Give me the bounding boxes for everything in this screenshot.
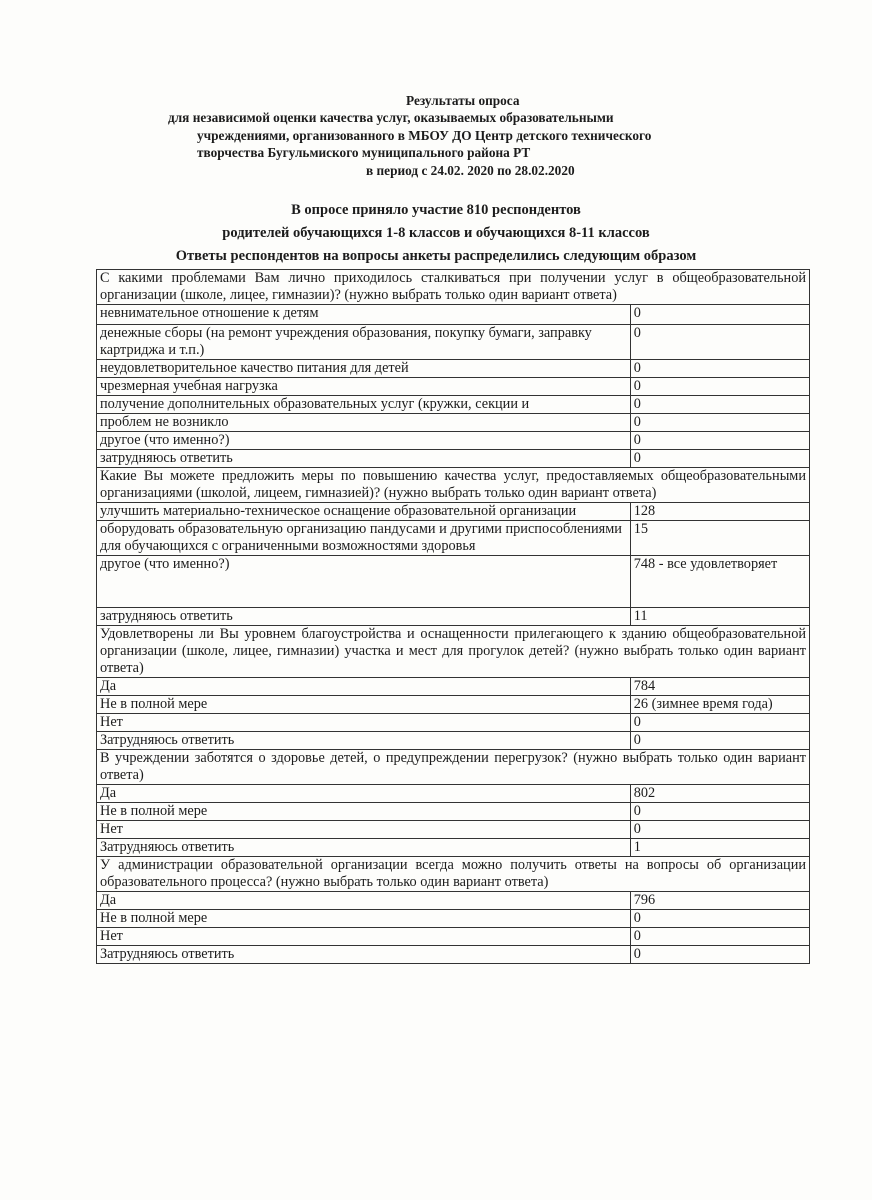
- answer-count: 0: [630, 928, 809, 946]
- answer-count: 0: [630, 714, 809, 732]
- answer-row: [97, 910, 810, 928]
- answer-count: 0: [630, 803, 809, 821]
- question-row: [97, 270, 810, 305]
- answer-label: чрезмерная учебная нагрузка: [97, 378, 631, 396]
- answer-count: 802: [630, 785, 809, 803]
- question-text: Какие Вы можете предложить меры по повышению качества услуг, предоставляемых общеобразовательными организациями (школой, лицеем, гимназией)? (нужно выбрать только один вариант ответа): [97, 468, 810, 503]
- answer-row: [97, 305, 810, 325]
- table-intro: Ответы респондентов на вопросы анкеты распределились следующим образом: [175, 248, 697, 264]
- answer-label: Да: [97, 892, 631, 910]
- answer-label: Нет: [97, 714, 631, 732]
- answer-row: [97, 396, 810, 414]
- answer-label: затрудняюсь ответить: [97, 608, 631, 626]
- answer-row: [97, 503, 810, 521]
- answer-count: 0: [630, 305, 809, 325]
- answer-count: 0: [630, 360, 809, 378]
- answer-row: [97, 678, 810, 696]
- respondent-groups: родителей обучающихся 1-8 классов и обучающихся 8-11 классов: [222, 225, 650, 241]
- answer-row: [97, 378, 810, 396]
- answer-label: затрудняюсь ответить: [97, 450, 631, 468]
- answer-count: 748 - все удовлетворяет: [630, 556, 809, 608]
- answer-label: улучшить материально-техническое оснащение образовательной организации: [97, 503, 631, 521]
- answer-label: другое (что именно?): [97, 556, 631, 608]
- answer-row: [97, 785, 810, 803]
- answer-label: проблем не возникло: [97, 414, 631, 432]
- answer-row: [97, 414, 810, 432]
- answer-label: Не в полной мере: [97, 803, 631, 821]
- answer-label: Затрудняюсь ответить: [97, 839, 631, 857]
- answer-row: [97, 608, 810, 626]
- answer-count: 784: [630, 678, 809, 696]
- answer-label: другое (что именно?): [97, 432, 631, 450]
- answer-count: 0: [630, 432, 809, 450]
- answer-count: 0: [630, 946, 809, 964]
- answer-row: [97, 946, 810, 964]
- answer-label: неудовлетворительное качество питания для детей: [97, 360, 631, 378]
- survey-period: в период с 24.02. 2020 по 28.02.2020: [366, 163, 575, 178]
- answer-label: Не в полной мере: [97, 696, 631, 714]
- answer-label: Да: [97, 678, 631, 696]
- answer-count: 0: [630, 378, 809, 396]
- answer-label: невнимательное отношение к детям: [97, 305, 631, 325]
- question-text: У администрации образовательной организации всегда можно получить ответы на вопросы об организации образовательного процесса? (нужно выбрать только один вариант ответа): [97, 857, 810, 892]
- answer-count: 15: [630, 521, 809, 556]
- doc-subtitle-line: творчества Бугульмиского муниципального района РТ: [197, 145, 531, 160]
- question-row: [97, 857, 810, 892]
- answer-label: Затрудняюсь ответить: [97, 732, 631, 750]
- question-row: [97, 626, 810, 678]
- doc-subtitle-line: учреждениями, организованного в МБОУ ДО Центр детского технического: [197, 128, 652, 143]
- answer-row: [97, 325, 810, 360]
- answer-label: Нет: [97, 821, 631, 839]
- respondent-count: В опросе приняло участие 810 респондентов: [291, 202, 581, 218]
- answer-label: получение дополнительных образовательных услуг (кружки, секции и: [97, 396, 631, 414]
- answer-count: 128: [630, 503, 809, 521]
- answer-count: 0: [630, 732, 809, 750]
- answer-label: Нет: [97, 928, 631, 946]
- answer-row: [97, 928, 810, 946]
- question-row: [97, 468, 810, 503]
- answer-count: 0: [630, 414, 809, 432]
- answer-label: оборудовать образовательную организацию пандусами и другими приспособлениями для обучающихся с ограниченными возможностями здоровья: [97, 521, 631, 556]
- answer-count: 11: [630, 608, 809, 626]
- answer-count: 0: [630, 450, 809, 468]
- question-text: Удовлетворены ли Вы уровнем благоустройства и оснащенности прилегающего к зданию общеобразовательной организации (школе, лицее, гимназии) участка и мест для прогулок детей? (нужно выбрать только один вариант ответа): [97, 626, 810, 678]
- answer-row: [97, 450, 810, 468]
- doc-subtitle-line: для независимой оценки качества услуг, оказываемых образовательными: [168, 110, 614, 125]
- answer-row: [97, 892, 810, 910]
- answer-label: денежные сборы (на ремонт учреждения образования, покупку бумаги, заправку картриджа и т.п.): [97, 325, 631, 360]
- answer-count: 0: [630, 821, 809, 839]
- answer-row: [97, 432, 810, 450]
- answer-count: 0: [630, 396, 809, 414]
- survey-results-table: [96, 269, 810, 964]
- answer-count: 0: [630, 910, 809, 928]
- answer-row: [97, 556, 810, 608]
- answer-row: [97, 839, 810, 857]
- answer-label: Затрудняюсь ответить: [97, 946, 631, 964]
- answer-row: [97, 821, 810, 839]
- answer-count: 1: [630, 839, 809, 857]
- answer-row: [97, 732, 810, 750]
- doc-title: Результаты опроса: [406, 93, 520, 108]
- answer-row: [97, 714, 810, 732]
- question-row: [97, 750, 810, 785]
- answer-row: [97, 360, 810, 378]
- answer-row: [97, 803, 810, 821]
- answer-count: 796: [630, 892, 809, 910]
- answer-count: 26 (зимнее время года): [630, 696, 809, 714]
- question-text: С какими проблемами Вам лично приходилось сталкиваться при получении услуг в общеобразовательной организации (школе, лицее, гимназии)? (нужно выбрать только один вариант ответа): [97, 270, 810, 305]
- question-text: В учреждении заботятся о здоровье детей, о предупреждении перегрузок? (нужно выбрать только один вариант ответа): [97, 750, 810, 785]
- answer-row: [97, 521, 810, 556]
- answer-label: Да: [97, 785, 631, 803]
- answer-count: 0: [630, 325, 809, 360]
- answer-label: Не в полной мере: [97, 910, 631, 928]
- answer-row: [97, 696, 810, 714]
